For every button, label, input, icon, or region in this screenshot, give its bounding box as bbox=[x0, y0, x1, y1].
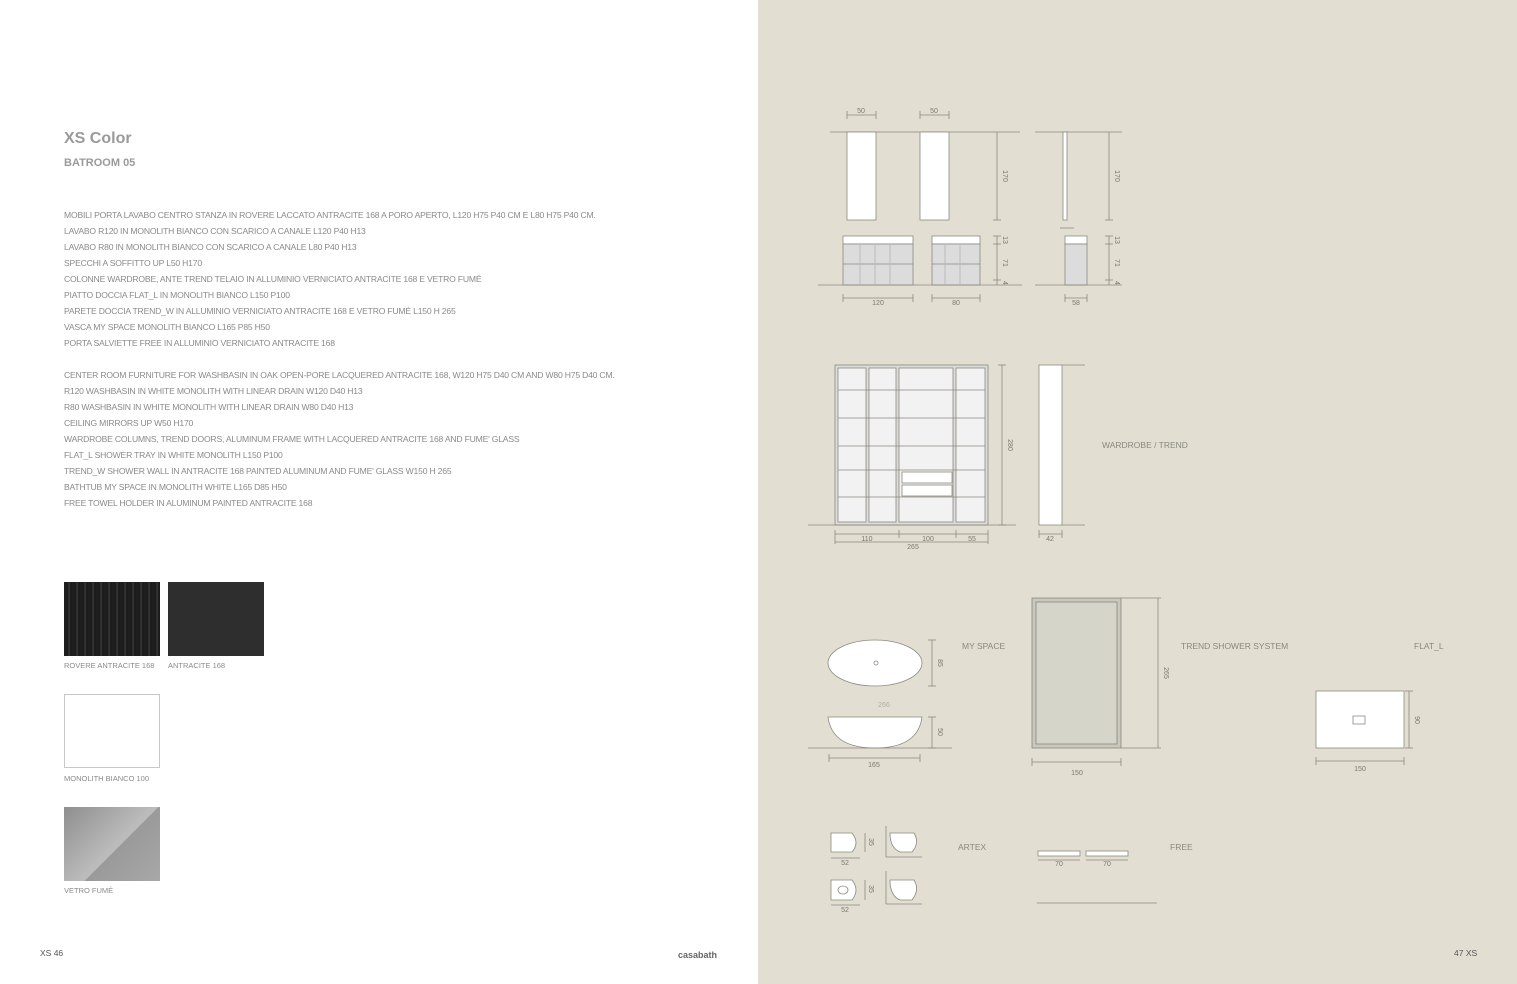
desc-en-line: CEILING MIRRORS UP W50 H170 bbox=[64, 418, 194, 428]
desc-en-line: CENTER ROOM FURNITURE FOR WASHBASIN IN OAK OPEN-PORE LACQUERED ANTRACITE 168, W120 H75 D40 CM AND W80 H75 D40 CM. bbox=[64, 370, 615, 380]
desc-en-line: FREE TOWEL HOLDER IN ALUMINUM PAINTED ANTRACITE 168 bbox=[64, 498, 313, 508]
product-description bbox=[64, 207, 724, 511]
dim-label: 80 bbox=[952, 300, 960, 307]
dim-label: 13 bbox=[1001, 236, 1008, 244]
dim-label: 165 bbox=[868, 762, 880, 769]
swatch-label: ROVERE ANTRACITE 168 bbox=[64, 661, 155, 670]
label-free: FREE bbox=[1170, 842, 1193, 852]
dim-label: 50 bbox=[857, 108, 865, 115]
desc-en-line: R120 WASHBASIN IN WHITE MONOLITH WITH LINEAR DRAIN W120 D40 H13 bbox=[64, 386, 363, 396]
dim-label: 120 bbox=[872, 300, 884, 307]
swatch-vetro-fume bbox=[64, 807, 160, 881]
page-number: XS 46 bbox=[40, 948, 64, 958]
swatch-label: VETRO FUMÉ bbox=[64, 886, 114, 895]
desc-en-line: BATHTUB MY SPACE IN MONOLITH WHITE L165 D85 H50 bbox=[64, 482, 287, 492]
desc-it-line: PIATTO DOCCIA FLAT_L IN MONOLITH BIANCO L150 P100 bbox=[64, 290, 290, 300]
dim-label: 170 bbox=[1113, 170, 1120, 182]
dim-label: 35 bbox=[867, 838, 874, 846]
desc-en-line: FLAT_L SHOWER TRAY IN WHITE MONOLITH L150 P100 bbox=[64, 450, 283, 460]
label-artex: ARTEX bbox=[958, 842, 987, 852]
dim-label: 50 bbox=[930, 108, 938, 115]
dim-label: 265 bbox=[1162, 667, 1169, 679]
swatch-label: MONOLITH BIANCO 100 bbox=[64, 774, 150, 783]
label-wardrobe-trend: WARDROBE / TREND bbox=[1102, 440, 1188, 450]
dim-label: 265 bbox=[907, 544, 919, 551]
page-title: XS Color bbox=[64, 130, 132, 147]
desc-it-line: VASCA MY SPACE MONOLITH BIANCO L165 P85 H50 bbox=[64, 322, 270, 332]
dim-label: 100 bbox=[922, 536, 934, 543]
dim-label: 58 bbox=[1072, 300, 1080, 307]
desc-it-line: MOBILI PORTA LAVABO CENTRO STANZA IN ROVERE LACCATO ANTRACITE 168 A PORO APERTO, L120 H75 P40 CM E L80 H75 P40 CM. bbox=[64, 210, 596, 220]
dim-label: 266 bbox=[878, 702, 890, 709]
technical-drawings bbox=[758, 0, 1517, 984]
dim-label: 4 bbox=[1113, 281, 1120, 285]
dim-label: 85 bbox=[936, 659, 943, 667]
swatch-monolith-bianco bbox=[64, 694, 160, 768]
swatch-rovere-antracite bbox=[64, 582, 160, 656]
dim-label: 70 bbox=[1103, 861, 1111, 868]
dim-label: 90 bbox=[1413, 716, 1420, 724]
dim-label: 70 bbox=[1055, 861, 1063, 868]
dim-label: 35 bbox=[867, 885, 874, 893]
brand-logo: casabath bbox=[678, 950, 718, 960]
label-my-space: MY SPACE bbox=[962, 641, 1006, 651]
dim-label: 52 bbox=[841, 860, 849, 867]
dim-label: 150 bbox=[1354, 766, 1366, 773]
desc-it-line: COLONNE WARDROBE, ANTE TREND TELAIO IN ALLUMINIO VERNICIATO ANTRACITE 168 E VETRO FUMÉ bbox=[64, 274, 482, 284]
label-flat-l: FLAT_L bbox=[1414, 641, 1444, 651]
dim-label: 42 bbox=[1046, 536, 1054, 543]
desc-it-line: LAVABO R120 IN MONOLITH BIANCO CON SCARICO A CANALE L120 P40 H13 bbox=[64, 226, 366, 236]
label-trend-shower-system: TREND SHOWER SYSTEM bbox=[1181, 641, 1289, 651]
page-subtitle: BATROOM 05 bbox=[64, 157, 136, 169]
page-number: 47 XS bbox=[1454, 948, 1478, 958]
desc-it-line: PARETE DOCCIA TREND_W IN ALLUMINIO VERNICIATO ANTRACITE 168 E VETRO FUMÉ L150 H 265 bbox=[64, 306, 456, 316]
right-page bbox=[758, 0, 1517, 984]
dim-label: 55 bbox=[968, 536, 976, 543]
desc-en-line: TREND_W SHOWER WALL IN ANTRACITE 168 PAINTED ALUMINUM AND FUME' GLASS W150 H 265 bbox=[64, 466, 452, 476]
desc-it-line: LAVABO R80 IN MONOLITH BIANCO CON SCARICO A CANALE L80 P40 H13 bbox=[64, 242, 357, 252]
dim-label: 71 bbox=[1001, 259, 1008, 267]
desc-en-line: WARDROBE COLUMNS, TREND DOORS, ALUMINUM FRAME WITH LACQUERED ANTRACITE 168 AND FUME' GLASS bbox=[64, 434, 520, 444]
swatch-antracite bbox=[168, 582, 264, 656]
dim-label: 52 bbox=[841, 907, 849, 914]
spacer bbox=[64, 351, 724, 367]
left-page bbox=[0, 0, 758, 984]
dim-label: 110 bbox=[861, 536, 873, 543]
dim-label: 170 bbox=[1001, 170, 1008, 182]
dim-label: 280 bbox=[1006, 439, 1013, 451]
desc-it-line: SPECCHI A SOFFITTO UP L50 H170 bbox=[64, 258, 202, 268]
dim-label: 150 bbox=[1071, 770, 1083, 777]
dim-label: 71 bbox=[1113, 259, 1120, 267]
swatch-label: ANTRACITE 168 bbox=[168, 661, 226, 670]
dim-label: 13 bbox=[1113, 236, 1120, 244]
dim-label: 50 bbox=[936, 728, 943, 736]
desc-en-line: R80 WASHBASIN IN WHITE MONOLITH WITH LINEAR DRAIN W80 D40 H13 bbox=[64, 402, 354, 412]
desc-it-line: PORTA SALVIETTE FREE IN ALLUMINIO VERNICIATO ANTRACITE 168 bbox=[64, 338, 335, 348]
dim-label: 4 bbox=[1001, 281, 1008, 285]
